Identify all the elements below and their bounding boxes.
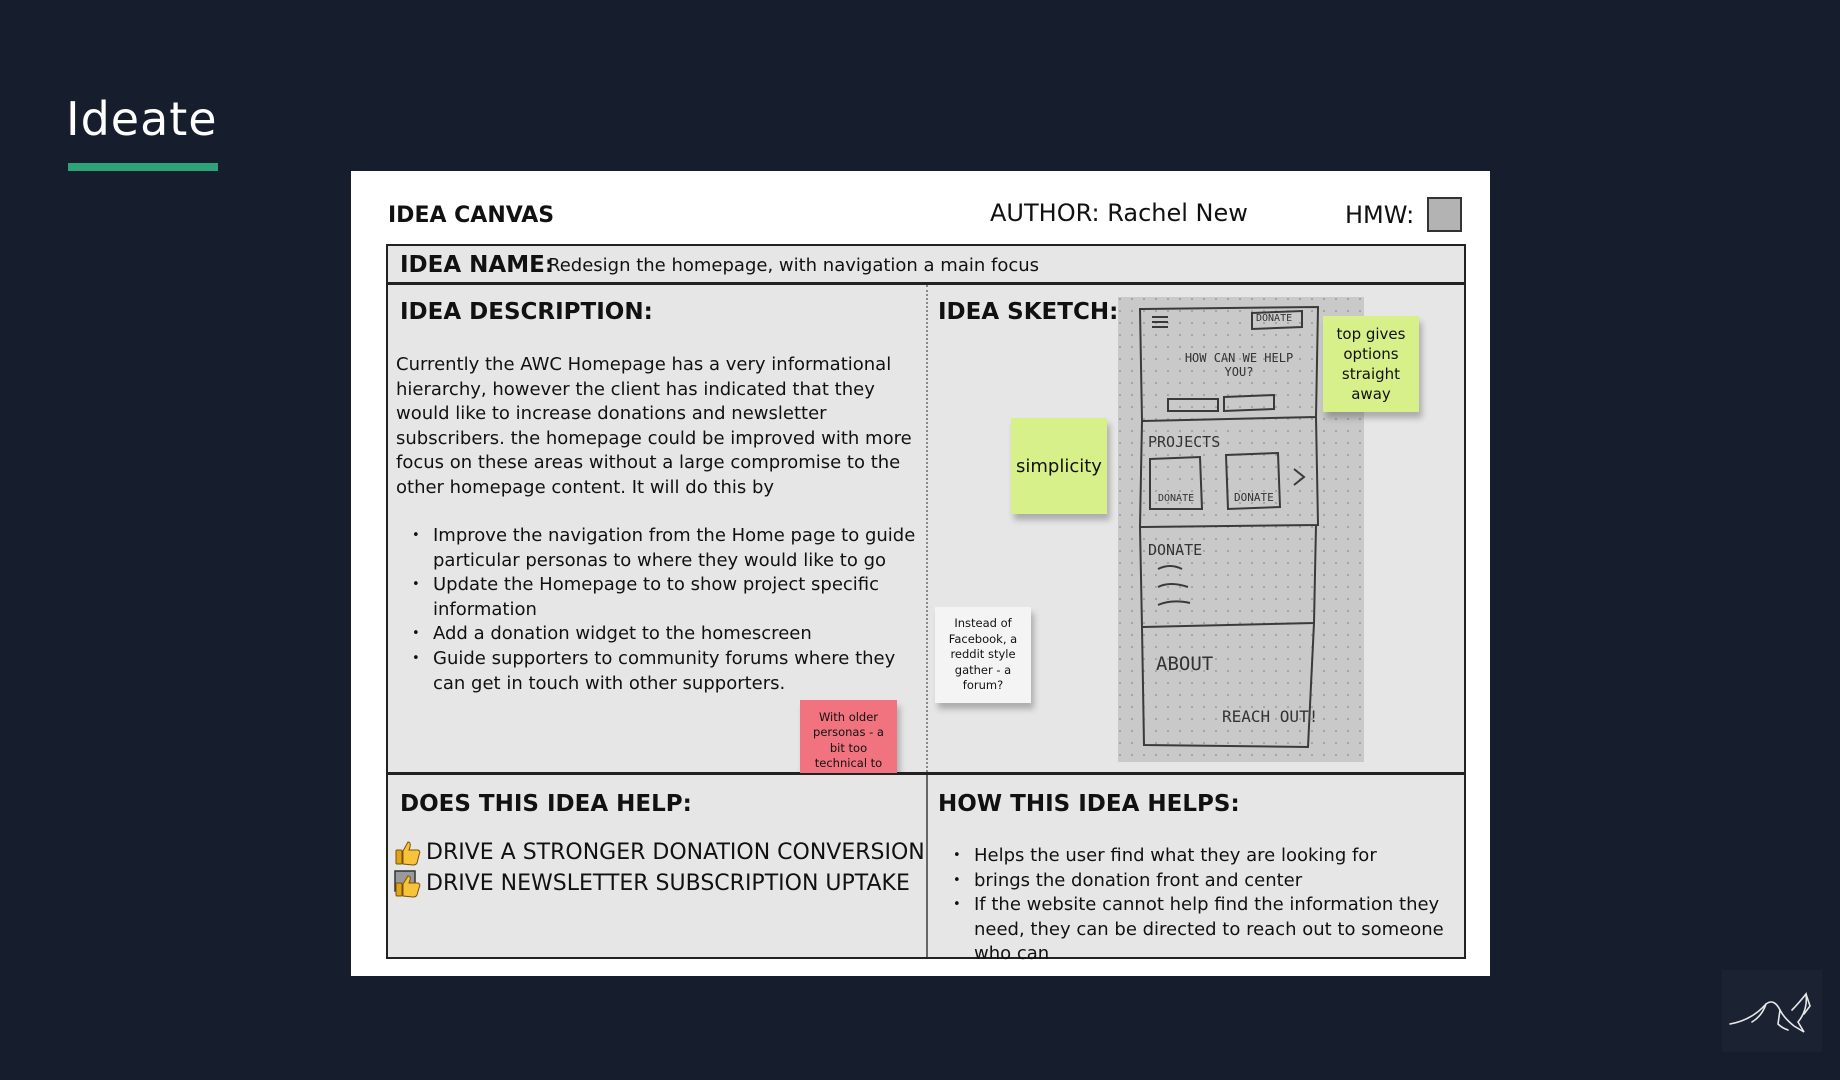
sketch-label: ABOUT [1156,653,1214,675]
idea-description-text: Currently the AWC Homepage has a very informational hierarchy, however the client has indicated that they would like to increase donations and newsletter subscribers. the homepage could be improved with more focus on these areas without a large compromise to the other homepage content. It will do this by [396,354,912,498]
author-label: AUTHOR: Rachel New [990,199,1248,227]
list-item [394,868,925,899]
idea-help-section [386,773,1466,965]
sticky-note-text: With older personas - a bit too technical to [813,709,884,771]
sketch-label: HOW CAN WE HELP YOU? [1184,351,1294,379]
sticky-note-simplicity [1011,418,1107,514]
sticky-note-top-gives [1323,316,1419,412]
sketch-label: DONATE [1148,541,1203,559]
list-item: • Guide supporters to community forums where they can get in touch with other supporters. [396,647,926,696]
how-idea-helps-heading: HOW THIS IDEA HELPS: [938,791,1240,817]
section-divider [926,775,928,957]
sketch-label: REACH OUT! [1222,707,1319,726]
sticky-note-text: top gives options straight away [1336,325,1406,403]
sticky-note-reddit [935,607,1031,703]
help-item-text: DRIVE A STRONGER DONATION CONVERSION [426,840,925,865]
list-item: • Update the Homepage to to show project specific information [396,573,926,622]
sketch-label: DONATE [1158,493,1195,504]
list-item [394,837,925,868]
sketch-label: DONATE [1234,491,1274,504]
list-item: • Add a donation widget to the homescreen [396,622,926,647]
thumbs-up-icon [394,870,422,898]
hmw-box [1427,197,1462,232]
thumbs-up-icon [394,839,422,867]
list-item: • If the website cannot help find the information they need, they can be directed to reach out to someone who can [937,893,1457,967]
sketch-label: DONATE [1256,313,1293,324]
idea-canvas [351,171,1490,976]
hmw-label: HMW: [1345,201,1415,229]
list-item: • Improve the navigation from the Home page to guide particular personas to where they would like to go [396,524,926,573]
fox-logo-icon [1722,970,1822,1052]
how-idea-helps-list [937,844,1457,967]
idea-name-label: IDEA NAME: [400,252,555,278]
section-divider [926,285,928,772]
help-item-text: DRIVE NEWSLETTER SUBSCRIPTION UPTAKE [426,871,910,896]
sticky-note-text: simplicity [1016,455,1102,477]
idea-description-heading: IDEA DESCRIPTION: [400,299,653,325]
list-item: • brings the donation front and center [937,869,1457,894]
does-idea-help-heading: DOES THIS IDEA HELP: [400,791,692,817]
slide-title: Ideate [66,92,218,146]
list-item: • Helps the user find what they are looking for [937,844,1457,869]
sketch-label: PROJECTS [1148,433,1221,451]
title-underline [68,163,218,171]
idea-name-value: Redesign the homepage, with navigation a main focus [548,255,1040,276]
canvas-title: IDEA CANVAS [388,203,555,228]
idea-sketch-heading: IDEA SKETCH: [938,299,1119,325]
idea-name-row [386,244,1466,284]
idea-description-bullets [396,524,926,696]
sticky-note-text: Instead of Facebook, a reddit style gather - a forum? [948,616,1018,693]
does-idea-help-list [394,837,925,899]
